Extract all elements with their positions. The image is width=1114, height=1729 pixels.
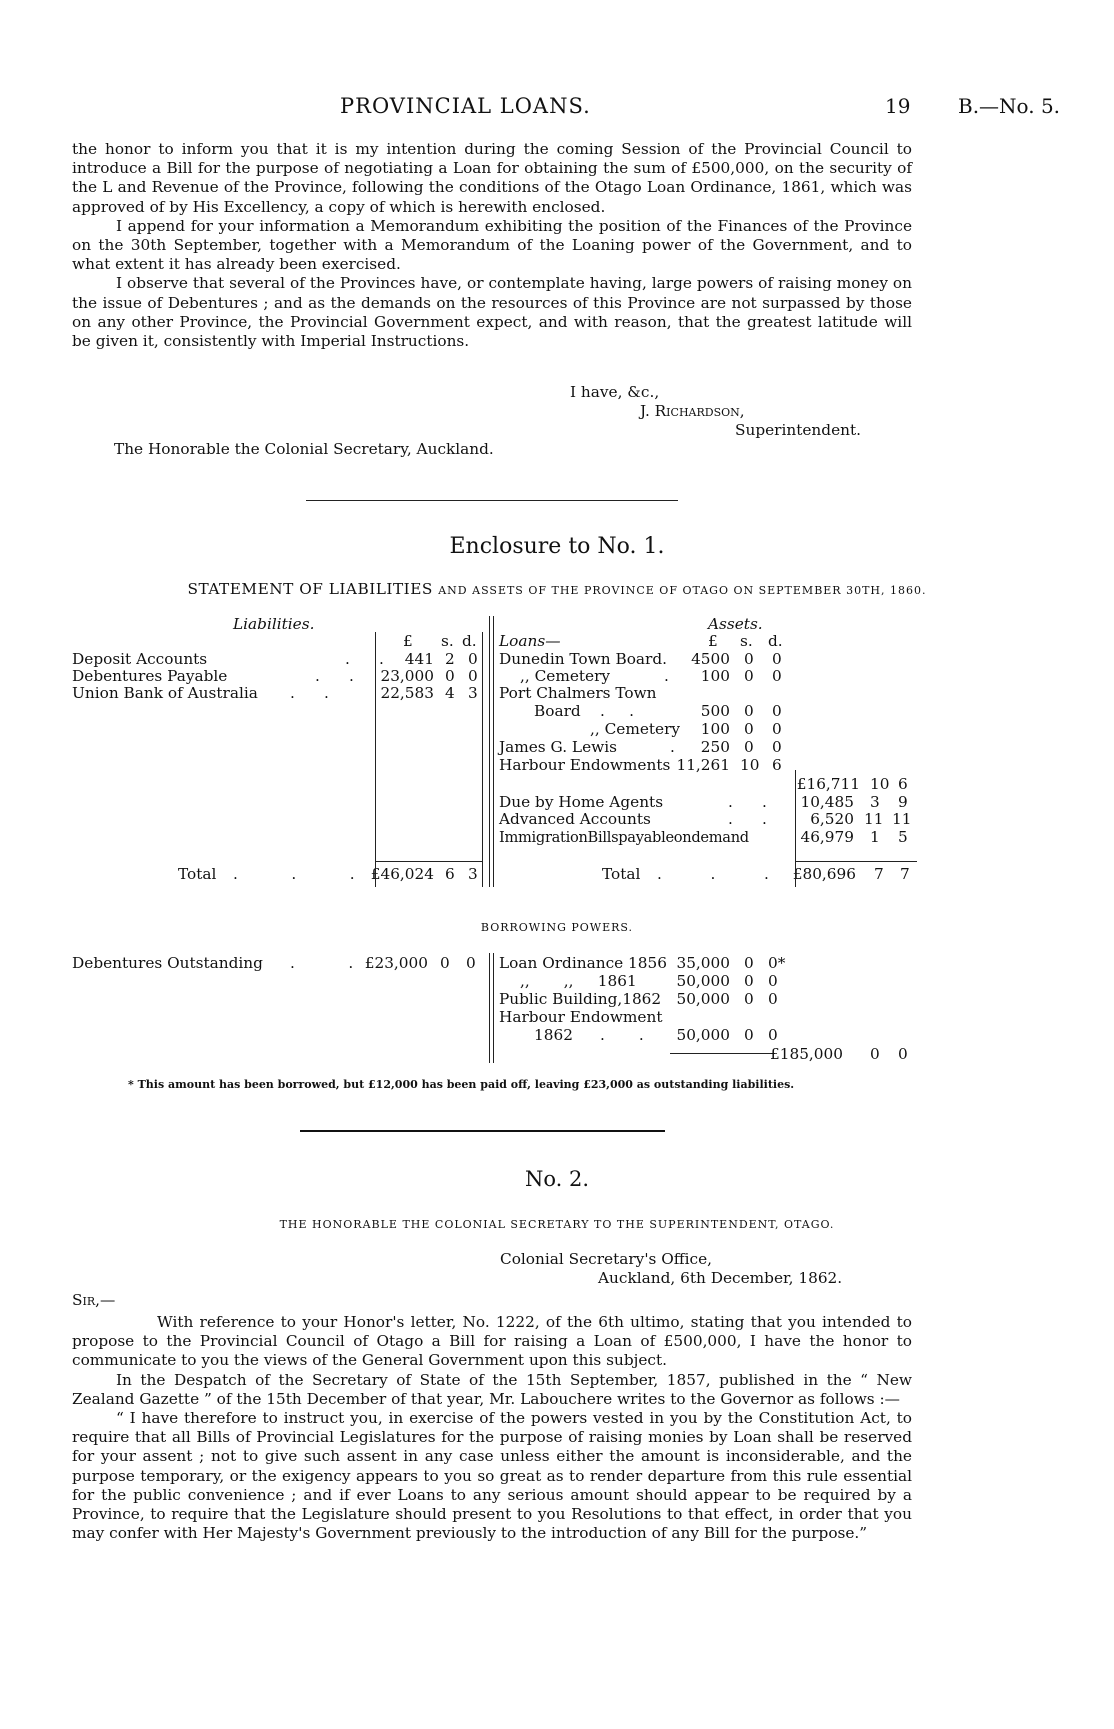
- total-rule: [375, 861, 482, 862]
- asset-name: Advanced Accounts: [499, 810, 651, 828]
- asset-name: Due by Home Agents: [499, 793, 664, 811]
- column-rule: [489, 616, 490, 887]
- borrowing-shillings: 0: [744, 1026, 754, 1044]
- total-rule: [795, 861, 917, 862]
- asset-name: ,, Cemetery: [520, 667, 611, 685]
- column-rule: [493, 953, 494, 1063]
- borrowing-total-pence: 0: [898, 1045, 908, 1063]
- asset-pounds: 4500: [691, 650, 730, 668]
- letter-subheading: THE HONORABLE THE COLONIAL SECRETARY TO THE SUPERINTENDENT, OTAGO.: [279, 1218, 835, 1231]
- page-header: [0, 94, 1114, 124]
- paragraph: In the Despatch of the Secretary of State of the 15th September, 1857, published in the “ New Zealand Gazette ” of the 15th December of that year, Mr. Labouchere writes to the Governor as follows :—: [72, 1370, 912, 1408]
- borrowing-total-shillings: 0: [870, 1045, 880, 1063]
- borrowing-pounds: 50,000: [676, 990, 730, 1008]
- borrowing-pounds: 35,000: [676, 954, 730, 972]
- borrowing-pounds: 50,000: [676, 972, 730, 990]
- borrowing-pence: 0: [768, 990, 778, 1008]
- total-shillings: 7: [874, 865, 884, 883]
- section-divider: [306, 500, 678, 501]
- dot-leader: . .: [290, 684, 329, 702]
- asset-pounds: 100: [700, 667, 730, 685]
- asset-name: Port Chalmers Town: [499, 684, 657, 702]
- salutation: Sir,—: [72, 1291, 116, 1309]
- asset-name: Dunedin Town Board.: [499, 650, 667, 668]
- liability-pounds: 23,000: [380, 667, 434, 685]
- asset-name: James G. Lewis: [499, 738, 617, 756]
- statement-title-main: STATEMENT OF LIABILITIES: [187, 580, 433, 598]
- dot-leader: .: [670, 738, 675, 756]
- closing: I have, &c.,: [570, 383, 660, 401]
- liability-name: Debentures Payable: [72, 667, 228, 685]
- liability-shillings: 0: [445, 667, 455, 685]
- asset-pence: 11: [892, 810, 912, 828]
- currency-pounds: £: [403, 632, 413, 650]
- asset-name: ,, Cemetery: [590, 720, 681, 738]
- dot-leader: . .: [600, 1026, 644, 1044]
- borrowing-name: Public Building,1862: [499, 990, 662, 1008]
- column-rule: [489, 953, 490, 1063]
- total-pounds: £80,696: [792, 865, 856, 883]
- asset-pence: 0: [772, 702, 782, 720]
- total-pounds: £46,024: [370, 865, 434, 883]
- liability-shillings: 2: [445, 650, 455, 668]
- asset-pence: 0: [772, 650, 782, 668]
- currency-pounds: £: [708, 632, 718, 650]
- liability-pence: 3: [468, 684, 478, 702]
- statement-title: [0, 580, 1114, 598]
- paragraph: I append for your information a Memorandum exhibiting the position of the Finances of the Province on the 30th September, together with a Memorandum of the Loaning power of the Government, and to what extent it has already been exercised.: [72, 216, 912, 274]
- subtotal-pounds: £16,711: [796, 775, 860, 793]
- asset-name: Harbour Endowments: [499, 756, 671, 774]
- signature-title: Superintendent.: [735, 421, 861, 439]
- asset-shillings: 0: [744, 738, 754, 756]
- asset-shillings: 3: [870, 793, 880, 811]
- debentures-pence: 0: [466, 954, 476, 972]
- asset-shillings: 0: [744, 702, 754, 720]
- loans-label: Loans—: [499, 632, 561, 650]
- asset-pounds: 6,520: [810, 810, 854, 828]
- total-shillings: 6: [445, 865, 455, 883]
- currency-pence: d.: [462, 632, 477, 650]
- letter-body: [72, 1313, 912, 1543]
- subtotal-pence: 6: [898, 775, 908, 793]
- column-rule: [493, 616, 494, 887]
- currency-pence: d.: [768, 632, 783, 650]
- asset-pounds: 10,485: [800, 793, 854, 811]
- running-title: PROVINCIAL LOANS.: [340, 94, 591, 118]
- letter-number-heading: No. 2.: [524, 1167, 590, 1191]
- borrowing-name: 1862: [534, 1026, 573, 1044]
- currency-shillings: s.: [441, 632, 454, 650]
- asset-pounds: 100: [700, 720, 730, 738]
- dot-leader: . .: [315, 667, 354, 685]
- signature: J. Richardson,: [640, 402, 745, 420]
- footnote: * This amount has been borrowed, but £12,000 has been paid off, leaving £23,000 as outstanding liabilities.: [128, 1078, 795, 1091]
- borrowing-shillings: 0: [744, 954, 754, 972]
- assets-heading: Assets.: [708, 615, 763, 633]
- asset-shillings: 10: [740, 756, 760, 774]
- borrowing-heading: BORROWING POWERS.: [480, 921, 634, 934]
- borrowing-name: ,, ,, 1861: [520, 972, 637, 990]
- borrowing-shillings: 0: [744, 990, 754, 1008]
- asset-name: ImmigrationBillspayableondemand: [499, 829, 749, 846]
- total-rule: [670, 1053, 775, 1054]
- dot-leader: . .: [345, 650, 384, 668]
- statement-title-rest: AND ASSETS OF THE PROVINCE OF OTAGO ON SEPTEMBER 30TH, 1860.: [438, 584, 927, 597]
- quoted-paragraph: “ I have therefore to instruct you, in exercise of the powers vested in you by the Constitution Act, to require that all Bills of Provincial Legislatures for the purpose of raising monies by Loan shall be reserved for your assent ; not to give such assent in any case unless either the amount is inconsiderable, and the purpose temporary, or the exigency appears to you so great as to render departure from this rule essential for the public convenience ; and if ever Loans to any serious amount should appear to be required by a Province, to require that the Legislature should present to you Resolutions to that effect, in order that you may confer with Her Majesty's Government previously to the introduction of any Bill for the purpose.”: [72, 1409, 912, 1543]
- liability-pence: 0: [468, 650, 478, 668]
- liabilities-heading: Liabilities.: [233, 615, 315, 633]
- asset-name: Board: [534, 702, 581, 720]
- section-divider: [300, 1130, 665, 1132]
- borrowing-pence: 0*: [768, 954, 786, 972]
- dot-leader: .: [664, 667, 669, 685]
- total-label: Total: [602, 865, 641, 883]
- addressee: The Honorable the Colonial Secretary, Auckland.: [114, 440, 494, 458]
- sender-date: Auckland, 6th December, 1862.: [598, 1269, 843, 1287]
- asset-pence: 9: [898, 793, 908, 811]
- liability-shillings: 4: [445, 684, 455, 702]
- paragraph: With reference to your Honor's letter, No. 1222, of the 6th ultimo, stating that you intended to propose to the Provincial Council of Otago a Bill for raising a Loan of £500,000, I have the honor to communicate to you the views of the General Government upon this subject.: [72, 1313, 912, 1370]
- dot-leader: . .: [600, 702, 635, 720]
- asset-pence: 5: [898, 828, 908, 846]
- subtotal-shillings: 10: [870, 775, 890, 793]
- letter-body: [72, 140, 912, 351]
- asset-pounds: 250: [700, 738, 730, 756]
- total-pence: 7: [900, 865, 910, 883]
- liability-name: Union Bank of Australia: [72, 684, 258, 702]
- asset-pence: 0: [772, 738, 782, 756]
- sender-office: Colonial Secretary's Office,: [500, 1250, 713, 1268]
- paragraph: I observe that several of the Provinces have, or contemplate having, large powers of raising money on the issue of Debentures ; and as the demands on the resources of this Province are not surpassed by those on any other Province, the Provincial Government expect, and with reason, that the greatest latitude will be given it, consistently with Imperial Instructions.: [72, 274, 912, 351]
- dot-leader: . .: [728, 810, 767, 828]
- asset-pence: 0: [772, 667, 782, 685]
- borrowing-pounds: 50,000: [676, 1026, 730, 1044]
- asset-shillings: 11: [864, 810, 884, 828]
- asset-pence: 6: [772, 756, 782, 774]
- column-rule: [482, 632, 483, 887]
- asset-shillings: 0: [744, 650, 754, 668]
- liability-pounds: 441: [404, 650, 434, 668]
- page-number: 19: [885, 94, 911, 118]
- column-rule: [375, 632, 376, 887]
- debentures-label: Debentures Outstanding: [72, 954, 263, 972]
- asset-pounds: 500: [700, 702, 730, 720]
- liability-name: Deposit Accounts: [72, 650, 208, 668]
- currency-shillings: s.: [740, 632, 753, 650]
- dot-leader: . .: [728, 793, 767, 811]
- dot-leader: . . .: [657, 865, 769, 883]
- borrowing-pence: 0: [768, 1026, 778, 1044]
- total-pence: 3: [468, 865, 478, 883]
- liability-pence: 0: [468, 667, 478, 685]
- column-rule: [795, 770, 796, 887]
- liability-pounds: 22,583: [380, 684, 434, 702]
- paragraph: the honor to inform you that it is my intention during the coming Session of the Provincial Council to introduce a Bill for the purpose of negotiating a Loan for obtaining the sum of £500,000, on the security of the L and Revenue of the Province, following the conditions of the Otago Loan Ordinance, 1861, which was approved of by His Excellency, a copy of which is herewith enclosed.: [72, 140, 912, 216]
- borrowing-name: Loan Ordinance 1856: [499, 954, 667, 972]
- borrowing-name: Harbour Endowment: [499, 1008, 663, 1026]
- asset-shillings: 0: [744, 720, 754, 738]
- dot-leader: . .: [290, 954, 354, 972]
- asset-pounds: 11,261: [676, 756, 730, 774]
- asset-shillings: 0: [744, 667, 754, 685]
- enclosure-heading: Enclosure to No. 1.: [449, 534, 665, 559]
- debentures-shillings: 0: [440, 954, 450, 972]
- asset-shillings: 1: [870, 828, 880, 846]
- borrowing-total-pounds: £185,000: [770, 1045, 843, 1063]
- dot-leader: . . .: [233, 865, 355, 883]
- borrowing-shillings: 0: [744, 972, 754, 990]
- document-reference: B.—No. 5.: [958, 94, 1061, 118]
- asset-pounds: 46,979: [800, 828, 854, 846]
- borrowing-pence: 0: [768, 972, 778, 990]
- debentures-pounds: £23,000: [364, 954, 428, 972]
- asset-pence: 0: [772, 720, 782, 738]
- total-label: Total: [178, 865, 217, 883]
